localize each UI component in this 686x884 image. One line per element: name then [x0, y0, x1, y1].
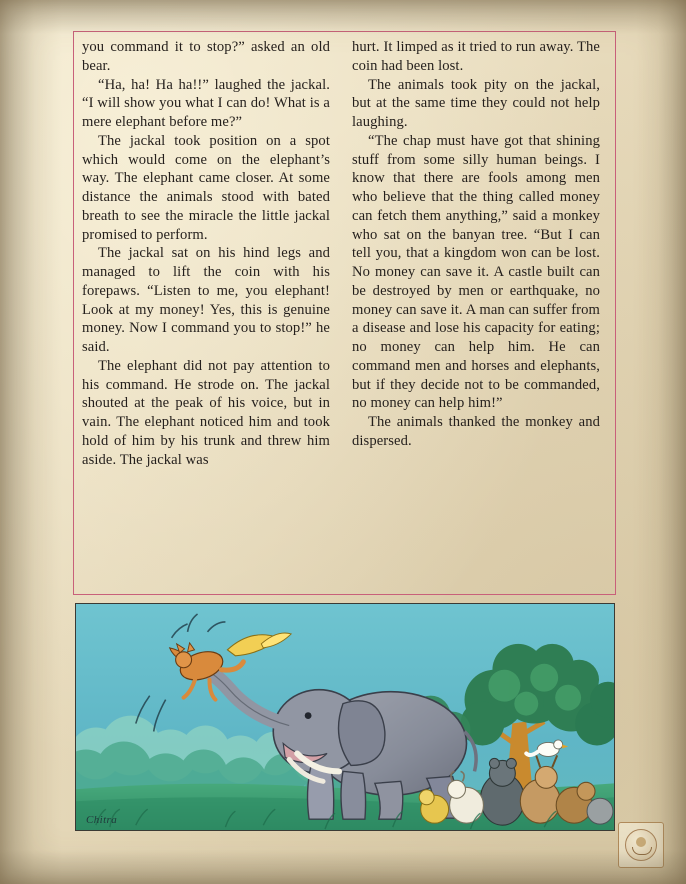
paragraph: The animals thanked the monkey and dispersed. [352, 414, 600, 449]
text-columns [82, 38, 607, 590]
page-edge-shadow-left [0, 0, 62, 884]
logo-icon [625, 829, 657, 861]
story-text-frame [73, 31, 616, 595]
page-edge-shadow-bottom [0, 850, 686, 884]
illustration-panel [75, 603, 615, 831]
paragraph: you command it to stop?” asked an old bear. [82, 39, 330, 74]
page-edge-shadow-top [0, 0, 686, 34]
paragraph: “The chap must have got that shining stuff from some silly human beings. I know that there are fools among men who believe that the thing called money can fetch them anything,” said a monkey who sat on the banyan tree. “But I can tell you, that a kingdom won can be lost. No money can save it. A castle built can be destroyed by men or earthquake, no money can save it. A man can suffer from a disease and lose his capacity for eating; no money can help him. He can command men and horses and elephants, but if they decide not to be commanded, no money can help him!” [352, 132, 600, 412]
paragraph: The jackal sat on his hind legs and managed to lift the coin with his forepaws. “Listen to me, you elephant! Look at my money! Yes, this is genuine money. Now I command you to stop!” he said. [82, 245, 330, 355]
publisher-logo-stamp [618, 822, 664, 868]
paragraph: The elephant did not pay attention to his command. He strode on. The jackal shouted at the peak of his voice, but in vain. The elephant noticed him and took hold of him by his trunk and threw him aside. The jackal was [82, 357, 330, 468]
left-text-column [82, 38, 330, 590]
paragraph: The jackal took position on a spot which would come on the elephant’s way. The elephant came closer. At some distance the animals stood with bated breath to see the miracle the little jackal promised to perform. [82, 132, 330, 243]
paragraph: “Ha, ha! Ha ha!!” laughed the jackal. “I will show you what I can do! What is a mere elephant before me?” [82, 76, 330, 130]
page-edge-shadow-right [636, 0, 686, 884]
paragraph: The animals took pity on the jackal, but at the same time they could not help laughing. [352, 76, 600, 130]
illustration-artwork [76, 604, 614, 831]
paragraph: hurt. It limped as it tried to run away. The coin had been lost. [352, 39, 600, 74]
right-text-column [352, 38, 600, 590]
artist-signature: Chitra [86, 814, 118, 826]
